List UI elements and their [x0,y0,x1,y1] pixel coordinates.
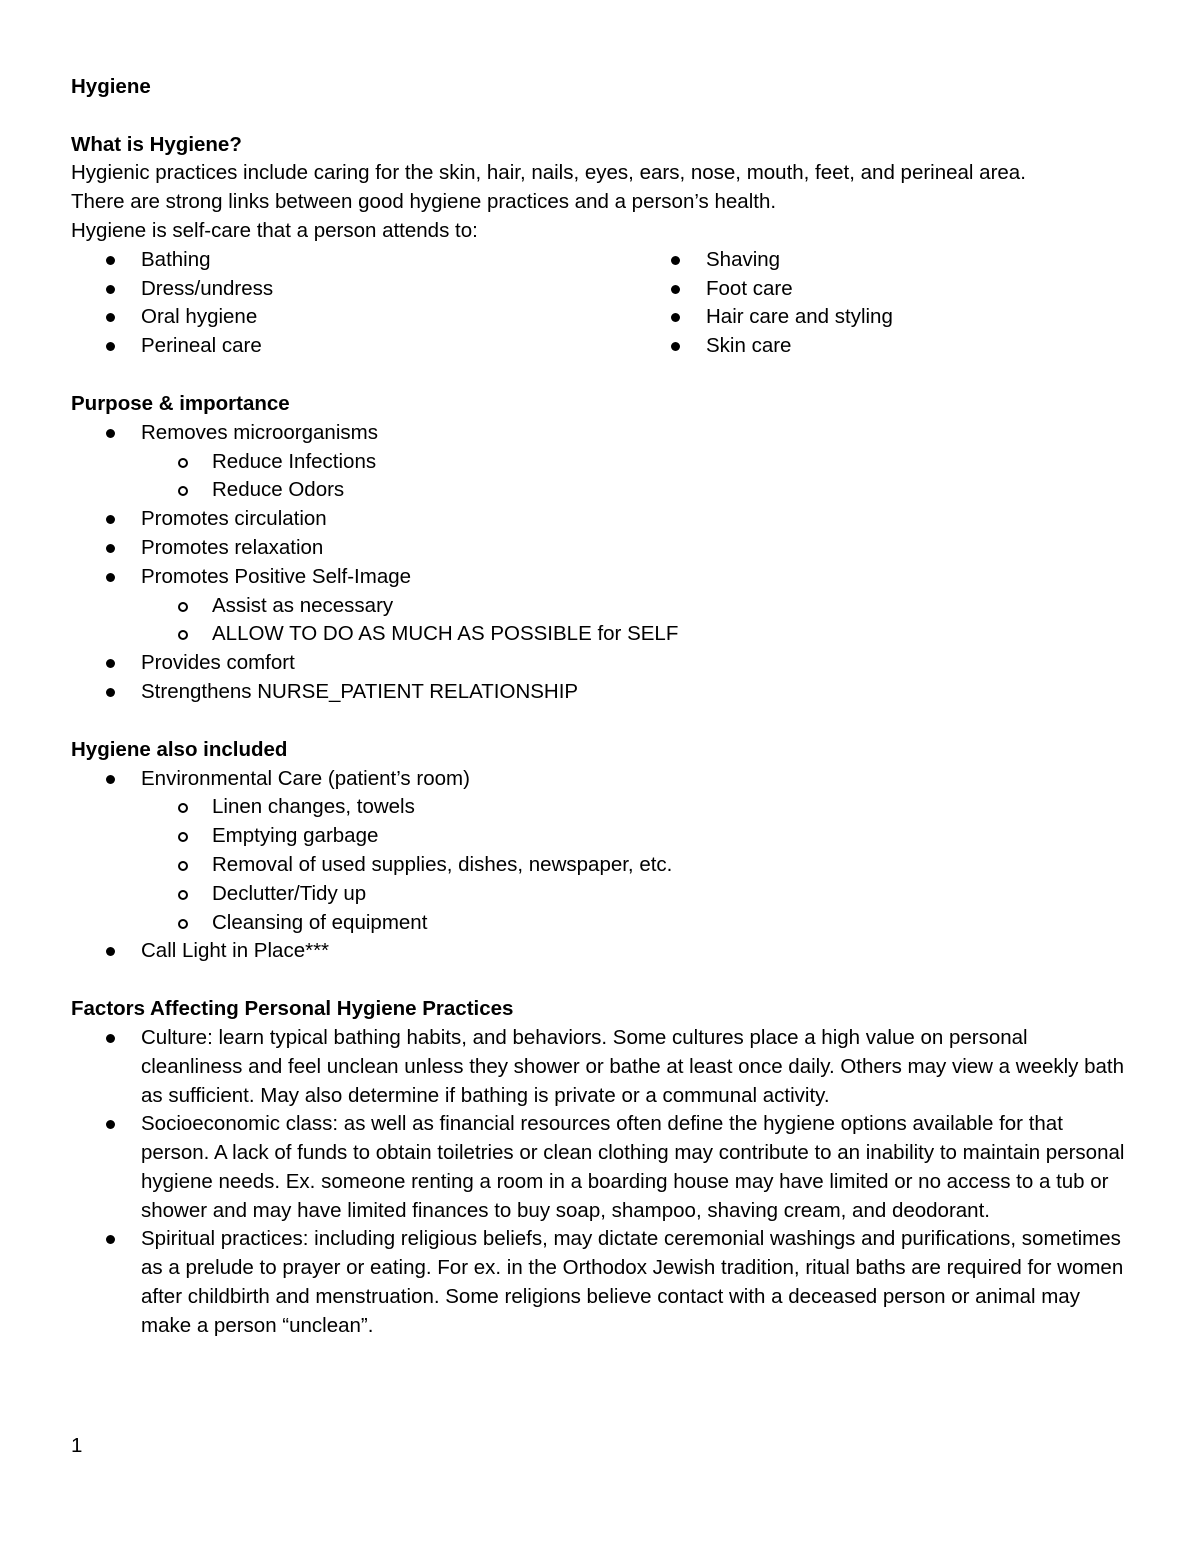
list-item-label: Promotes circulation [141,507,327,531]
bullet-icon [106,285,115,294]
bullet-icon [106,1034,115,1043]
list-item-label: Hair care and styling [706,305,893,329]
spacer [71,966,1131,995]
self-care-list-left [71,246,636,361]
bullet-icon [106,429,115,438]
circle-bullet-icon [178,630,188,640]
list-item [71,1024,1131,1110]
bullet-icon [671,342,680,351]
section-purpose [71,390,1131,707]
sub-list-item [71,793,1131,822]
purpose-sublist [71,448,1131,506]
list-item-label: Strengthens NURSE_PATIENT RELATIONSHIP [141,679,579,703]
paragraph: Hygienic practices include caring for the skin, hair, nails, eyes, ears, nose, mouth, feet, and perineal area. [71,161,1026,185]
list-item [636,303,1131,332]
section-heading-what-is: What is Hygiene? [71,132,242,156]
list-item-label: Promotes relaxation [141,535,324,559]
sub-list-item [71,851,1131,880]
circle-bullet-icon [178,919,188,929]
list-item-label: Provides comfort [141,651,295,675]
sub-list-item-label: Assist as necessary [212,593,394,617]
sub-list-item-label: ALLOW TO DO AS MUCH AS POSSIBLE for SELF [212,622,679,646]
purpose-sublist [71,592,1131,650]
list-item-label: Culture: learn typical bathing habits, and behaviors. Some cultures place a high value on personal cleanliness and feel unclean unless they shower or bathe at least once daily. Others may view a weekly bath as sufficient. May also determine if bathing is private or a communal activity. [141,1025,1125,1107]
bullet-icon [671,313,680,322]
sub-list-item-label: Reduce Odors [212,478,345,502]
purpose-list [71,649,1131,707]
also-included-sublist [71,793,1131,937]
sub-list-item-label: Reduce Infections [212,449,377,473]
self-care-list-right [636,246,1131,361]
sub-list-item [71,620,1131,649]
list-item-label: Spiritual practices: including religious beliefs, may dictate ceremonial washings and purifications, sometimes as a prelude to prayer or eating. For ex. in the Orthodox Jewish tradition, ritual baths are required for women after childbirth and menstruation. Some religions believe contact with a deceased person or animal may make a person “unclean”. [141,1227,1124,1337]
purpose-list [71,419,1131,448]
list-item [71,937,1131,966]
list-item [71,332,636,361]
bullet-icon [671,285,680,294]
list-item [71,534,1131,563]
also-included-list [71,765,1131,794]
circle-bullet-icon [178,458,188,468]
spacer [71,361,1131,390]
list-item [71,1110,1131,1225]
sub-list-item [71,476,1131,505]
section-heading-also-included: Hygiene also included [71,737,288,761]
list-item [71,1225,1131,1340]
sub-list-item-label: Emptying garbage [212,824,379,848]
bullet-icon [106,342,115,351]
spacer [71,707,1131,736]
factors-list [71,1024,1131,1341]
bullet-icon [106,688,115,697]
bullet-icon [106,256,115,265]
list-item-label: Promotes Positive Self-Image [141,564,412,588]
bullet-icon [106,544,115,553]
list-item-label: Call Light in Place*** [141,939,330,963]
list-item [71,246,636,275]
list-item [636,332,1131,361]
section-factors [71,995,1131,1341]
sub-list-item [71,909,1131,938]
list-item [636,275,1131,304]
circle-bullet-icon [178,832,188,842]
page-number: 1 [71,1434,83,1457]
paragraph: Hygiene is self-care that a person attends to: [71,218,478,242]
sub-list-item-label: Linen changes, towels [212,795,415,819]
circle-bullet-icon [178,861,188,871]
list-item [71,678,1131,707]
circle-bullet-icon [178,803,188,813]
sub-list-item [71,880,1131,909]
also-included-list [71,937,1131,966]
list-item-label: Oral hygiene [141,305,258,329]
document-title: Hygiene [71,75,151,98]
section-heading-purpose: Purpose & importance [71,391,290,415]
bullet-icon [106,515,115,524]
sub-list-item-label: Cleansing of equipment [212,910,428,934]
section-also-included [71,736,1131,966]
bullet-icon [106,1235,115,1244]
circle-bullet-icon [178,486,188,496]
section-what-is-hygiene [71,131,1131,361]
bullet-icon [106,313,115,322]
list-item-label: Dress/undress [141,276,274,300]
sub-list-item [71,592,1131,621]
sub-list-item [71,822,1131,851]
self-care-columns [71,246,1131,361]
list-item [71,275,636,304]
sub-list-item-label: Removal of used supplies, dishes, newspaper, etc. [212,852,673,876]
list-item [71,563,1131,592]
bullet-icon [106,1120,115,1129]
list-item-label: Removes microorganisms [141,420,378,444]
sub-list-item [71,448,1131,477]
list-item [636,246,1131,275]
list-item-label: Socioeconomic class: as well as financial resources often define the hygiene options available for that person. A lack of funds to obtain toiletries or clean clothing may contribute to an inability to maintain personal hygiene needs. Ex. someone renting a room in a boarding house may have limited or no access to a tub or shower and may have limited finances to buy soap, shampoo, shaving cream, and deodorant. [141,1112,1125,1222]
list-item-label: Skin care [706,334,792,358]
sub-list-item-label: Declutter/Tidy up [212,881,367,905]
bullet-icon [671,256,680,265]
circle-bullet-icon [178,602,188,612]
bullet-icon [106,573,115,582]
paragraph: There are strong links between good hygiene practices and a person’s health. [71,190,777,214]
list-item [71,505,1131,534]
spacer [71,102,1131,131]
list-item [71,419,1131,448]
purpose-list [71,505,1131,591]
list-item [71,765,1131,794]
list-item-label: Environmental Care (patient’s room) [141,766,470,790]
bullet-icon [106,775,115,784]
circle-bullet-icon [178,890,188,900]
list-item-label: Shaving [706,247,781,271]
list-item-label: Foot care [706,276,793,300]
list-item [71,649,1131,678]
document-page [71,73,1131,1341]
list-item [71,303,636,332]
section-heading-factors: Factors Affecting Personal Hygiene Practices [71,997,514,1021]
list-item-label: Bathing [141,247,211,271]
list-item-label: Perineal care [141,334,262,358]
bullet-icon [106,659,115,668]
bullet-icon [106,947,115,956]
